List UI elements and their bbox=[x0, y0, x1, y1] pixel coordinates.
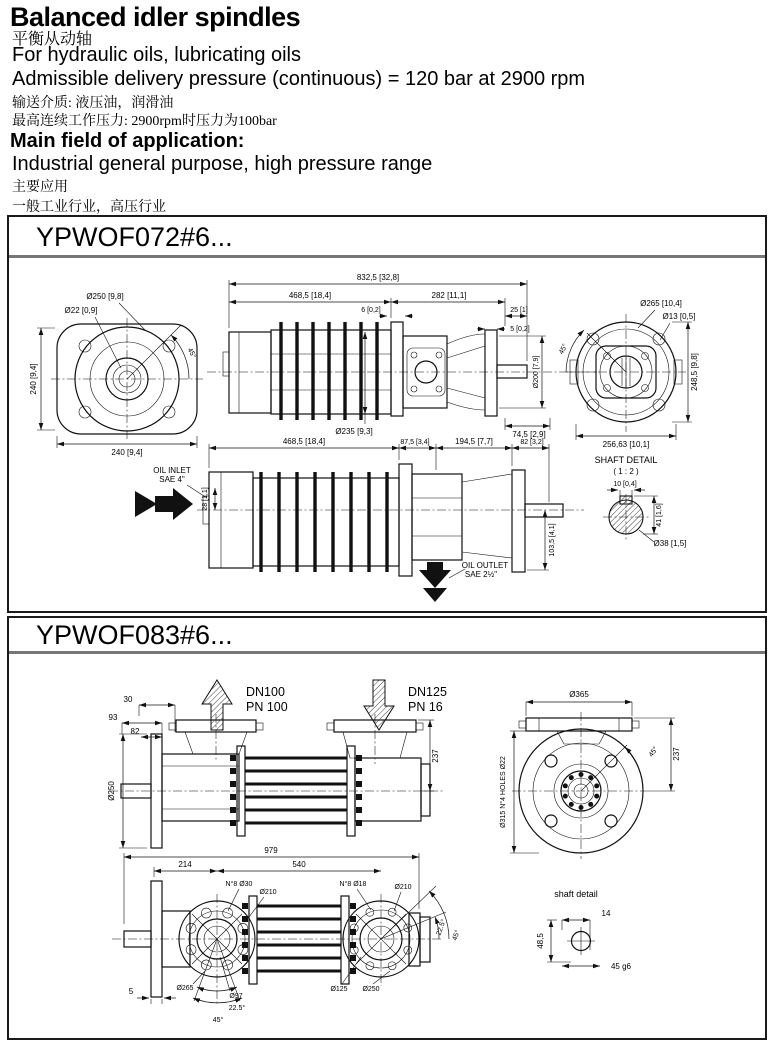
dim-bottom-body: 468,5 [18,4] bbox=[282, 437, 326, 446]
dim-top-port-h: 237 bbox=[431, 749, 440, 763]
description-chinese-2: 最高连续工作压力: 2900rpm时压力为100bar bbox=[12, 114, 277, 129]
dim-rear-angle: 45° bbox=[558, 342, 570, 356]
inlet-up-arrow-icon bbox=[202, 680, 232, 730]
oil-inlet-arrow-icon bbox=[135, 491, 157, 517]
top-side-view bbox=[107, 680, 447, 848]
outlet-dn-label: DN125 bbox=[408, 685, 447, 699]
dim-rear-width: 256,63 [10,1] bbox=[602, 440, 650, 449]
dim-bottom2-dia-l: Ø210 bbox=[259, 889, 277, 896]
rear-view bbox=[557, 299, 699, 449]
dim-side-head: 282 [11,1] bbox=[431, 291, 467, 300]
dim-front-od: Ø250 [9,8] bbox=[86, 292, 124, 301]
dim-rear-height: 248,5 [9,8] bbox=[690, 353, 699, 391]
section2-drawing bbox=[9, 654, 765, 1035]
section2-drawing-area bbox=[9, 654, 765, 1035]
outlet-down-arrow-icon bbox=[364, 680, 394, 730]
side-view bbox=[207, 273, 597, 439]
oil-inlet-label: OIL INLET bbox=[153, 466, 191, 475]
section2-title: YPWOF083#6... bbox=[9, 618, 765, 654]
dim-bottom2-ang3: 22.5° bbox=[435, 918, 448, 937]
dim-end-od: Ø365 bbox=[569, 690, 589, 699]
section-ypwof083 bbox=[7, 616, 767, 1040]
description-line-1: For hydraulic oils, lubricating oils bbox=[12, 44, 302, 66]
dim-bottom2-dia-r: Ø210 bbox=[394, 884, 412, 891]
dim-bottom-b: 194,5 [7,7] bbox=[455, 437, 493, 446]
dim-side-body-dia: Ø235 [9,3] bbox=[335, 427, 373, 436]
dim-shaft2-14: 14 bbox=[601, 909, 611, 918]
application-chinese-2: 一般工业行业，高压行业 bbox=[12, 200, 166, 215]
front-view bbox=[29, 292, 203, 457]
dim-front-width: 240 [9,4] bbox=[111, 448, 143, 457]
page-title: Balanced idler spindles bbox=[10, 2, 301, 32]
dim-end-height: 237 bbox=[672, 747, 681, 761]
dim-side-foot: 74,5 [2,9] bbox=[512, 430, 546, 439]
shaft-detail-title: SHAFT DETAIL bbox=[594, 455, 658, 465]
dim-front-height: 240 [9,4] bbox=[29, 363, 38, 395]
section1-title: YPWOF072#6... bbox=[9, 217, 765, 258]
dim-shaft-key-w: 10 [0,4] bbox=[613, 481, 637, 488]
dim-bottom2-ang4: 45° bbox=[451, 929, 462, 942]
dim-side-flange: 5 [0,2] bbox=[510, 326, 530, 333]
dim-bottom2-holes-l: N°8 Ø30 bbox=[225, 881, 253, 888]
description-line-2: Admissible delivery pressure (continuous) = 120 bar at 2900 rpm bbox=[12, 68, 586, 90]
dim-bottom-inlet-h: 28 [1,1] bbox=[202, 487, 209, 511]
dim-top-30: 30 bbox=[123, 695, 133, 704]
dim-shaft2-485: 48,5 bbox=[536, 933, 545, 949]
dim-bottom2-ang2: 45° bbox=[212, 1017, 224, 1024]
section1-drawing bbox=[9, 258, 765, 608]
section-ypwof072 bbox=[7, 215, 767, 613]
dim-rear-od: Ø265 [10,4] bbox=[640, 299, 682, 308]
dim-shaft-key-h: 41 [1,6] bbox=[656, 503, 663, 527]
dim-side-gap: 6 [0,2] bbox=[361, 307, 381, 314]
application-text: Industrial general purpose, high pressure range bbox=[12, 153, 433, 175]
dim-bottom2-125: Ø125 bbox=[330, 986, 348, 993]
oil-inlet-flow-icon bbox=[155, 488, 193, 520]
dim-top-plate-dia: Ø250 bbox=[107, 781, 116, 801]
shaft-detail2-title: shaft detail bbox=[554, 889, 598, 899]
page-title-chinese: 平衡从动轴 bbox=[12, 31, 93, 48]
dim-bottom2-214: 214 bbox=[178, 860, 192, 869]
dim-side-shaft-len: 25 [1] bbox=[510, 307, 528, 314]
dim-front-shaft: Ø22 [0,9] bbox=[64, 306, 98, 315]
application-heading: Main field of application: bbox=[10, 130, 245, 152]
dim-bottom-a: 87,5 [3,4] bbox=[400, 439, 430, 446]
dim-bottom2-97: Ø97 bbox=[229, 993, 243, 1000]
oil-outlet-arrow-icon bbox=[423, 588, 447, 602]
dim-shaft-dia: Ø38 [1,5] bbox=[653, 539, 687, 548]
dim-bottom2-540: 540 bbox=[292, 860, 306, 869]
dim-bottom2-250: Ø250 bbox=[362, 986, 380, 993]
dim-top-93: 93 bbox=[108, 713, 118, 722]
dim-end-holes: Ø315 N°4 HOLES Ø22 bbox=[500, 756, 507, 828]
dim-side-overall: 832,5 [32,8] bbox=[356, 273, 400, 282]
dim-end-angle: 45° bbox=[647, 745, 660, 759]
inlet-dn-label: DN100 bbox=[246, 685, 285, 699]
dim-top-82: 82 bbox=[130, 727, 140, 736]
end-view bbox=[499, 690, 681, 859]
dim-bottom2-265: Ø265 bbox=[176, 985, 194, 992]
dim-bottom2-5: 5 bbox=[128, 987, 134, 996]
oil-inlet-size: SAE 4" bbox=[159, 475, 185, 484]
section1-drawing-area bbox=[9, 258, 765, 608]
description-chinese-1: 输送介质: 液压油，润滑油 bbox=[12, 96, 174, 111]
dim-bottom-outlet-h: 103,5 [4,1] bbox=[549, 523, 556, 557]
outlet-pn-label: PN 16 bbox=[408, 700, 443, 714]
dim-bottom2-ang1: 22.5° bbox=[228, 1005, 246, 1012]
shaft-detail-2 bbox=[536, 889, 632, 971]
shaft-detail-1 bbox=[595, 455, 687, 548]
oil-outlet-label: OIL OUTLET bbox=[461, 561, 509, 570]
inlet-pn-label: PN 100 bbox=[246, 700, 288, 714]
application-chinese-1: 主要应用 bbox=[12, 180, 68, 195]
dim-rear-hole: Ø13 [0,5] bbox=[662, 312, 696, 321]
oil-outlet-flow-icon bbox=[419, 562, 451, 588]
bottom-side-view bbox=[112, 846, 462, 1024]
shaft-detail-scale: ( 1 : 2 ) bbox=[613, 467, 639, 476]
dim-shaft2-45g6: 45 g6 bbox=[610, 962, 632, 971]
dim-bottom-c: 82 [3,2] bbox=[520, 439, 544, 446]
dim-front-angle: 45° bbox=[185, 346, 197, 360]
dim-side-spigot-dia: Ø200 [7,9] bbox=[533, 355, 540, 389]
dim-bottom2-overall: 979 bbox=[264, 846, 278, 855]
oil-outlet-size: SAE 2½" bbox=[464, 570, 498, 579]
dim-side-body: 468,5 [18,4] bbox=[288, 291, 332, 300]
dim-bottom2-holes-r: N°8 Ø18 bbox=[339, 881, 367, 888]
bottom-view bbox=[135, 437, 584, 602]
